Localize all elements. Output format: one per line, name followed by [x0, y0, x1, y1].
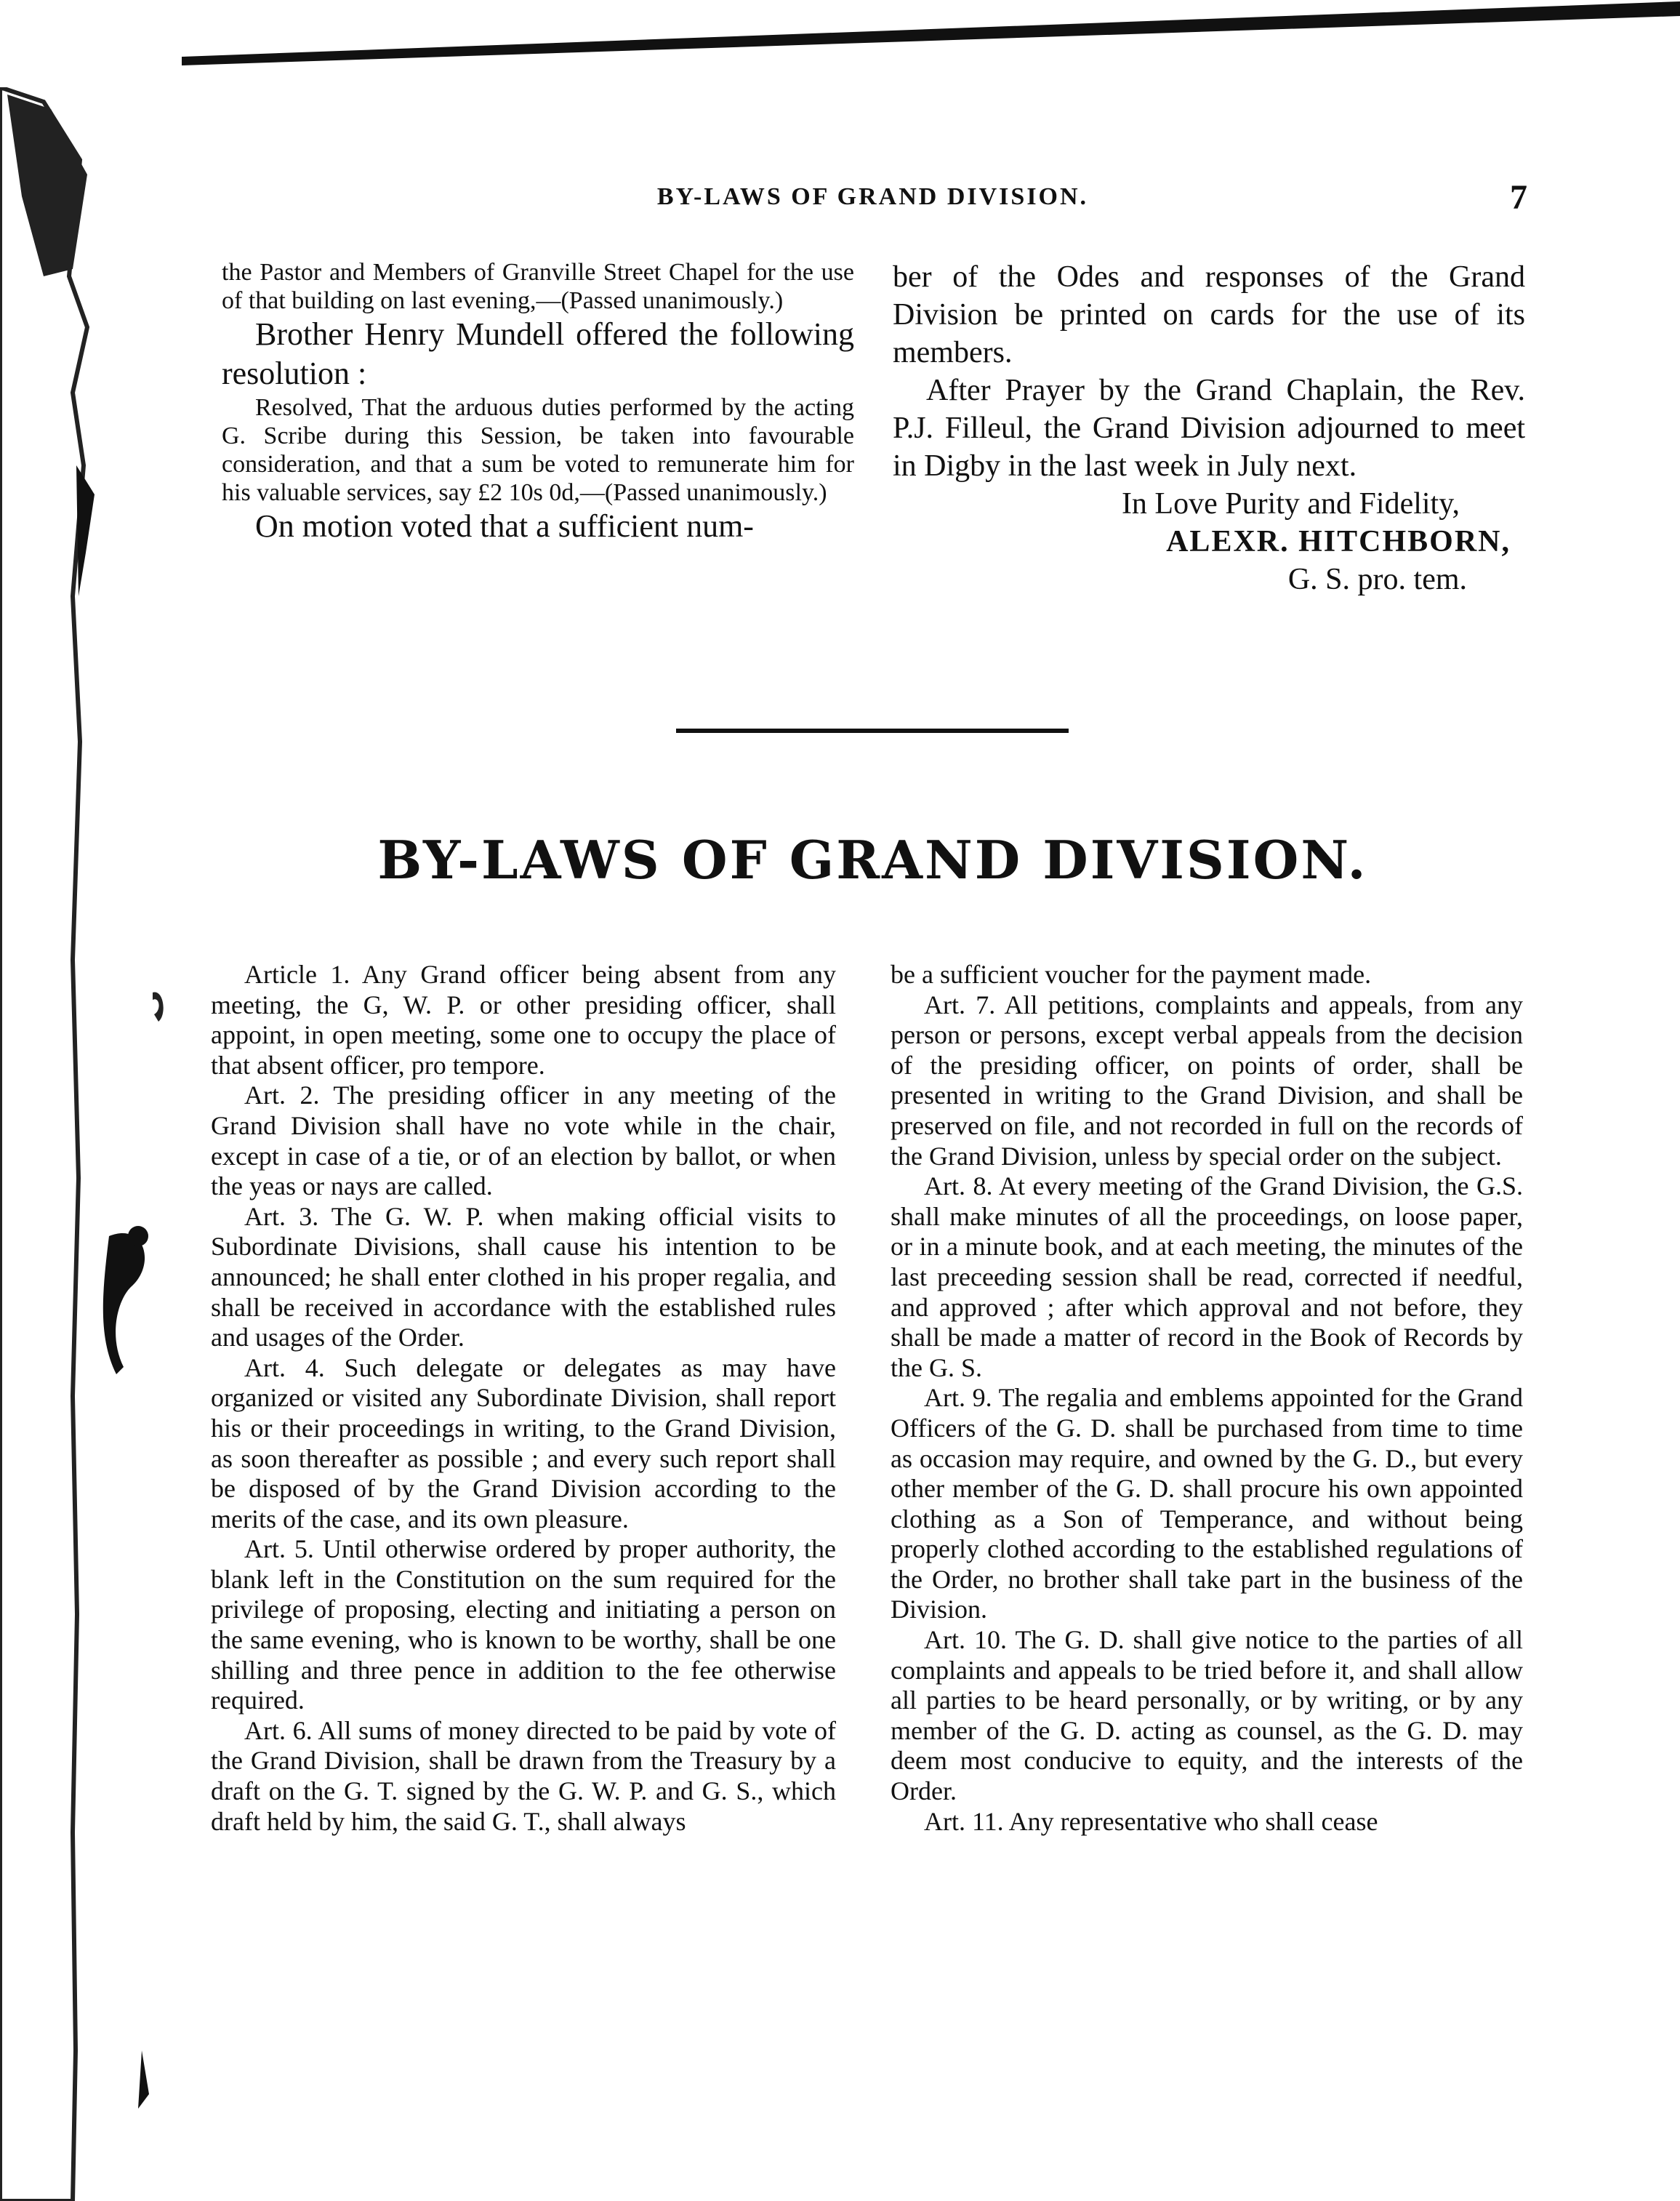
bylaw-article: Art. 9. The regalia and emblems appointed for the Grand Officers of the G. D. shall be purchased from time to time as occasion may require, and owned by the G. D., but every other member of the G. D. shall procure his own appointed clothing as a Son of Temperance, and without being properly clothed according to the established regulations of the Order, no brother shall take part in the business of the Division. [891, 1383, 1523, 1624]
bylaw-article: Art. 7. All petitions, complaints and appeals, from any person or persons, except verbal appeals from the decision of the presiding officer, on points of order, shall be presented in writing to the Grand Division, and shall be preserved on file, and not recorded in full on the records of the Grand Division, unless by special order on the subject. [891, 990, 1523, 1171]
bylaw-article: Art. 6. All sums of money directed to be paid by vote of the Grand Division, shall be drawn from the Treasury by a draft on the G. T. signed by the G. W. P. and G. S., which draft held by him, the said G. T., shall always [211, 1715, 836, 1836]
bylaw-article: Article 1. Any Grand officer being absent from any meeting, the G, W. P. or other presiding officer, shall appoint, in open meeting, some one to occupy the place of that absent officer, pro tempore. [211, 960, 836, 1080]
bylaws-left-column [211, 960, 836, 1837]
left-column-top [222, 258, 854, 546]
bylaw-article: Art. 5. Until otherwise ordered by proper authority, the blank left in the Constitution on the sum required for the privilege of proposing, electing and initiating a person on the same evening, who is known to be worthy, shall be one shilling and three pence in addition to the fee otherwise required. [211, 1534, 836, 1715]
running-head-title: BY-LAWS OF GRAND DIVISION. [656, 183, 1089, 210]
bylaw-article: Art. 3. The G. W. P. when making official visits to Subordinate Divisions, shall cause his intention to be announced; he shall enter clothed in his proper regalia, and shall be received in accordance with the established rules and usages of the Order. [211, 1201, 836, 1352]
bylaw-article: be a sufficient voucher for the payment made. [891, 960, 1372, 989]
bylaws-right-column [891, 960, 1523, 1837]
bylaw-article: Art. 2. The presiding officer in any meeting of the Grand Division shall have no vote while in the chair, except in case of a tie, or of an election by ballot, or when the yeas or nays are called. [211, 1081, 836, 1201]
paragraph: On motion voted that a sufficient num- [255, 508, 754, 544]
right-column-top [893, 258, 1525, 598]
scan-edge-top [182, 0, 1680, 65]
signer-name: ALEXR. HITCHBORN, [1166, 525, 1511, 558]
scan-binding-edge [0, 87, 182, 2201]
section-divider [676, 729, 1069, 733]
paragraph: Brother Henry Mundell offered the following resolution : [222, 316, 854, 391]
section-title: BY-LAWS OF GRAND DIVISION. [377, 829, 1368, 891]
running-head [218, 178, 1527, 227]
bylaw-article: Art. 11. Any representative who shall cease [924, 1806, 1378, 1836]
signer-title: G. S. pro. tem. [1287, 563, 1467, 596]
closing-line: In Love Purity and Fidelity, [1121, 487, 1460, 521]
bylaw-article: Art. 10. The G. D. shall give notice to the parties of all complaints and appeals to be tried before it, and shall allow all parties to be heard personally, or by writing, or by any member of the G. D. acting as counsel, as the G. D. may deem most conducive to equity, and the interests of the Order. [891, 1625, 1523, 1806]
paragraph: After Prayer by the Grand Chaplain, the Rev. P.J. Filleul, the Grand Division adjourned to meet in Digby in the last week in July next. [893, 374, 1525, 483]
bylaw-article: Art. 4. Such delegate or delegates as may have organized or visited any Subordinate Division, shall report his or their proceedings in writing, to the Grand Division, as soon thereafter as possible ; and every such report shall be disposed of by the Grand Division according to the merits of the case, and its own pleasure. [211, 1352, 836, 1534]
paragraph: the Pastor and Members of Granville Street Chapel for the use of that building on last evening,—(Passed unanimously.) [222, 259, 854, 314]
bylaw-article: Art. 8. At every meeting of the Grand Division, the G.S. shall make minutes of all the proceedings, on loose paper, or in a minute book, and at each meeting, the minutes of the last preceeding session shall be read, corrected if needful, and approved ; after which approval and not before, they shall be made a matter of record in the Book of Records by the G. S. [891, 1171, 1523, 1382]
paragraph: ber of the Odes and responses of the Grand Division be printed on cards for the use of its members. [893, 260, 1525, 369]
paragraph: Resolved, That the arduous duties performed by the acting G. Scribe during this Session, be taken into favourable consideration, and that a sum be voted to remunerate him for his valuable services, say £2 10s 0d,—(Passed unanimously.) [222, 394, 854, 506]
page-number: 7 [1510, 178, 1527, 217]
